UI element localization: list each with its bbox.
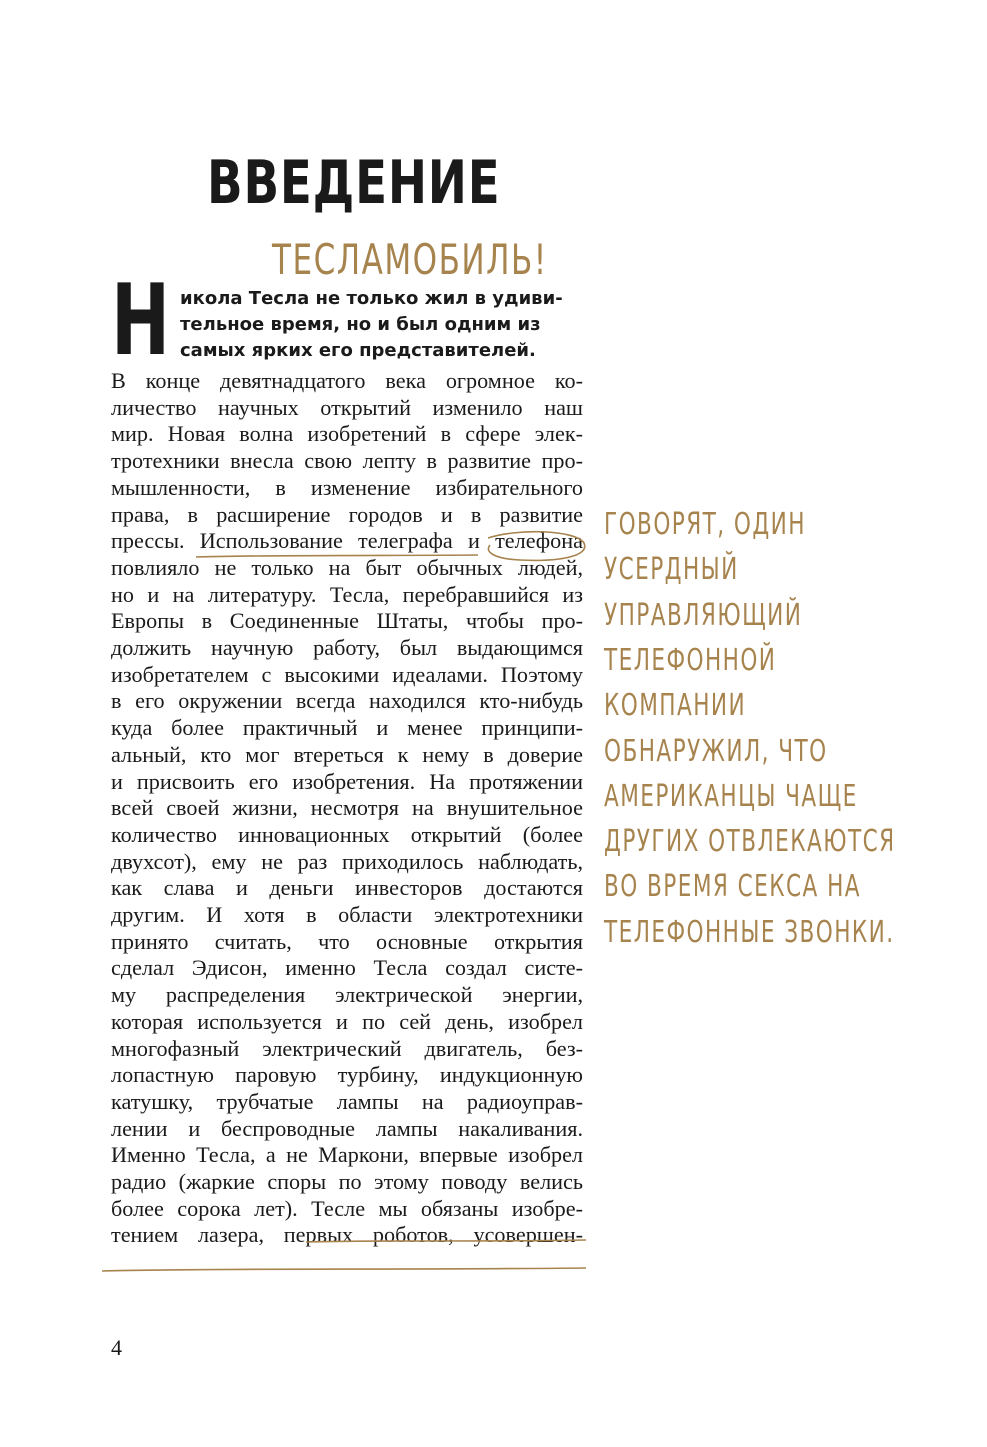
body-line: альный, кто мог втереться к нему в доверие	[111, 741, 583, 767]
body-line: повлияло не только на быт обычных людей,	[111, 554, 583, 580]
side-note-line: УПРАВЛЯЮЩИЙ	[604, 597, 803, 633]
body-line: права, в расширение городов и в развитие	[111, 501, 583, 527]
body-line: радио (жаркие споры по этому поводу велись	[111, 1169, 583, 1194]
body-line: сделал Эдисон, именно Тесла создал систе-	[111, 955, 583, 981]
body-line: прессы. Использование телеграфа и телефона	[111, 528, 583, 554]
lead-line: икола Тесла не только жил в удиви-	[180, 288, 563, 309]
body-line: двухсот), ему не раз приходилось наблюдать,	[111, 848, 583, 874]
body-line: Именно Тесла, а не Маркони, впервые изобрел	[111, 1142, 583, 1168]
side-note-line: ВО ВРЕМЯ СЕКСА НА	[604, 869, 861, 905]
body-line: должить научную работу, был выдающимся	[111, 635, 583, 660]
body-line: другим. И хотя в области электротехники	[111, 902, 583, 927]
body-line: В конце девятнадцатого века огромное ко-	[111, 368, 583, 393]
body-line: принято считать, что основные открытия	[111, 928, 583, 954]
body-line: многофазный электрический двигатель, без-	[111, 1035, 583, 1061]
body-line: которая используется и по сей день, изобрел	[111, 1008, 583, 1034]
side-note-line: УСЕРДНЫЙ	[604, 552, 739, 588]
drop-cap: Н	[111, 264, 171, 378]
body-line: количество инновационных открытий (более	[111, 821, 583, 847]
body-line: личество научных открытий изменило наш	[111, 394, 583, 420]
side-note-line: КОМПАНИИ	[604, 688, 747, 724]
side-note-line: ТЕЛЕФОННЫЕ ЗВОНКИ.	[604, 914, 895, 950]
page-number: 4	[111, 1335, 122, 1360]
body-line: и присвоить его изобретения. На протяжении	[111, 768, 583, 794]
side-note-line: АМЕРИКАНЦЫ ЧАЩЕ	[604, 778, 858, 814]
side-note-line: ГОВОРЯТ, ОДИН	[604, 507, 806, 542]
body-line: но и на литературу. Тесла, перебравшийся из	[111, 581, 583, 607]
chapter-title: ВВЕДЕНИЕ	[207, 148, 501, 218]
lead-line: тельное время, но и был одним из	[180, 314, 541, 335]
side-note-line: ОБНАРУЖИЛ, ЧТО	[604, 733, 828, 769]
body-line: му распределения электрической энергии,	[111, 982, 583, 1008]
body-line: лопастную паровую турбину, индукционную	[111, 1062, 583, 1088]
body-line: мир. Новая волна изобретений в сфере элек-	[111, 421, 583, 447]
body-line: катушку, трубчатые лампы на радиоуправ-	[111, 1088, 583, 1114]
side-note-line: ДРУГИХ ОТВЛЕКАЮТСЯ	[604, 824, 896, 860]
body-line: лении и беспроводные лампы накаливания.	[111, 1115, 583, 1141]
handwritten-exclamation: ТЕСЛАМОБИЛЬ!	[272, 235, 548, 284]
body-line: мышленности, в изменение избирательного	[111, 474, 583, 500]
body-line: тротехники внесла свою лепту в развитие про-	[111, 448, 583, 474]
body-line: более сорока лет). Тесле мы обязаны изобре-	[111, 1195, 583, 1221]
body-line: в его окружении всегда находился кто-нибудь	[111, 688, 583, 714]
body-line: как слава и деньги инвесторов достаются	[111, 875, 583, 901]
body-line: куда более практичный и менее принципи-	[111, 715, 583, 741]
side-note-line: ТЕЛЕФОННОЙ	[604, 642, 777, 678]
body-line: изобретателем с высокими идеалами. Поэтому	[111, 661, 583, 687]
body-line: Европы в Соединенные Штаты, чтобы про-	[111, 608, 583, 634]
underline-mark	[102, 1268, 586, 1271]
body-line: всей своей жизни, несмотря на внушительное	[111, 795, 583, 821]
lead-line: самых ярких его представителей.	[180, 340, 536, 361]
body-line: тением лазера, первых роботов, усовершен-	[111, 1222, 583, 1248]
